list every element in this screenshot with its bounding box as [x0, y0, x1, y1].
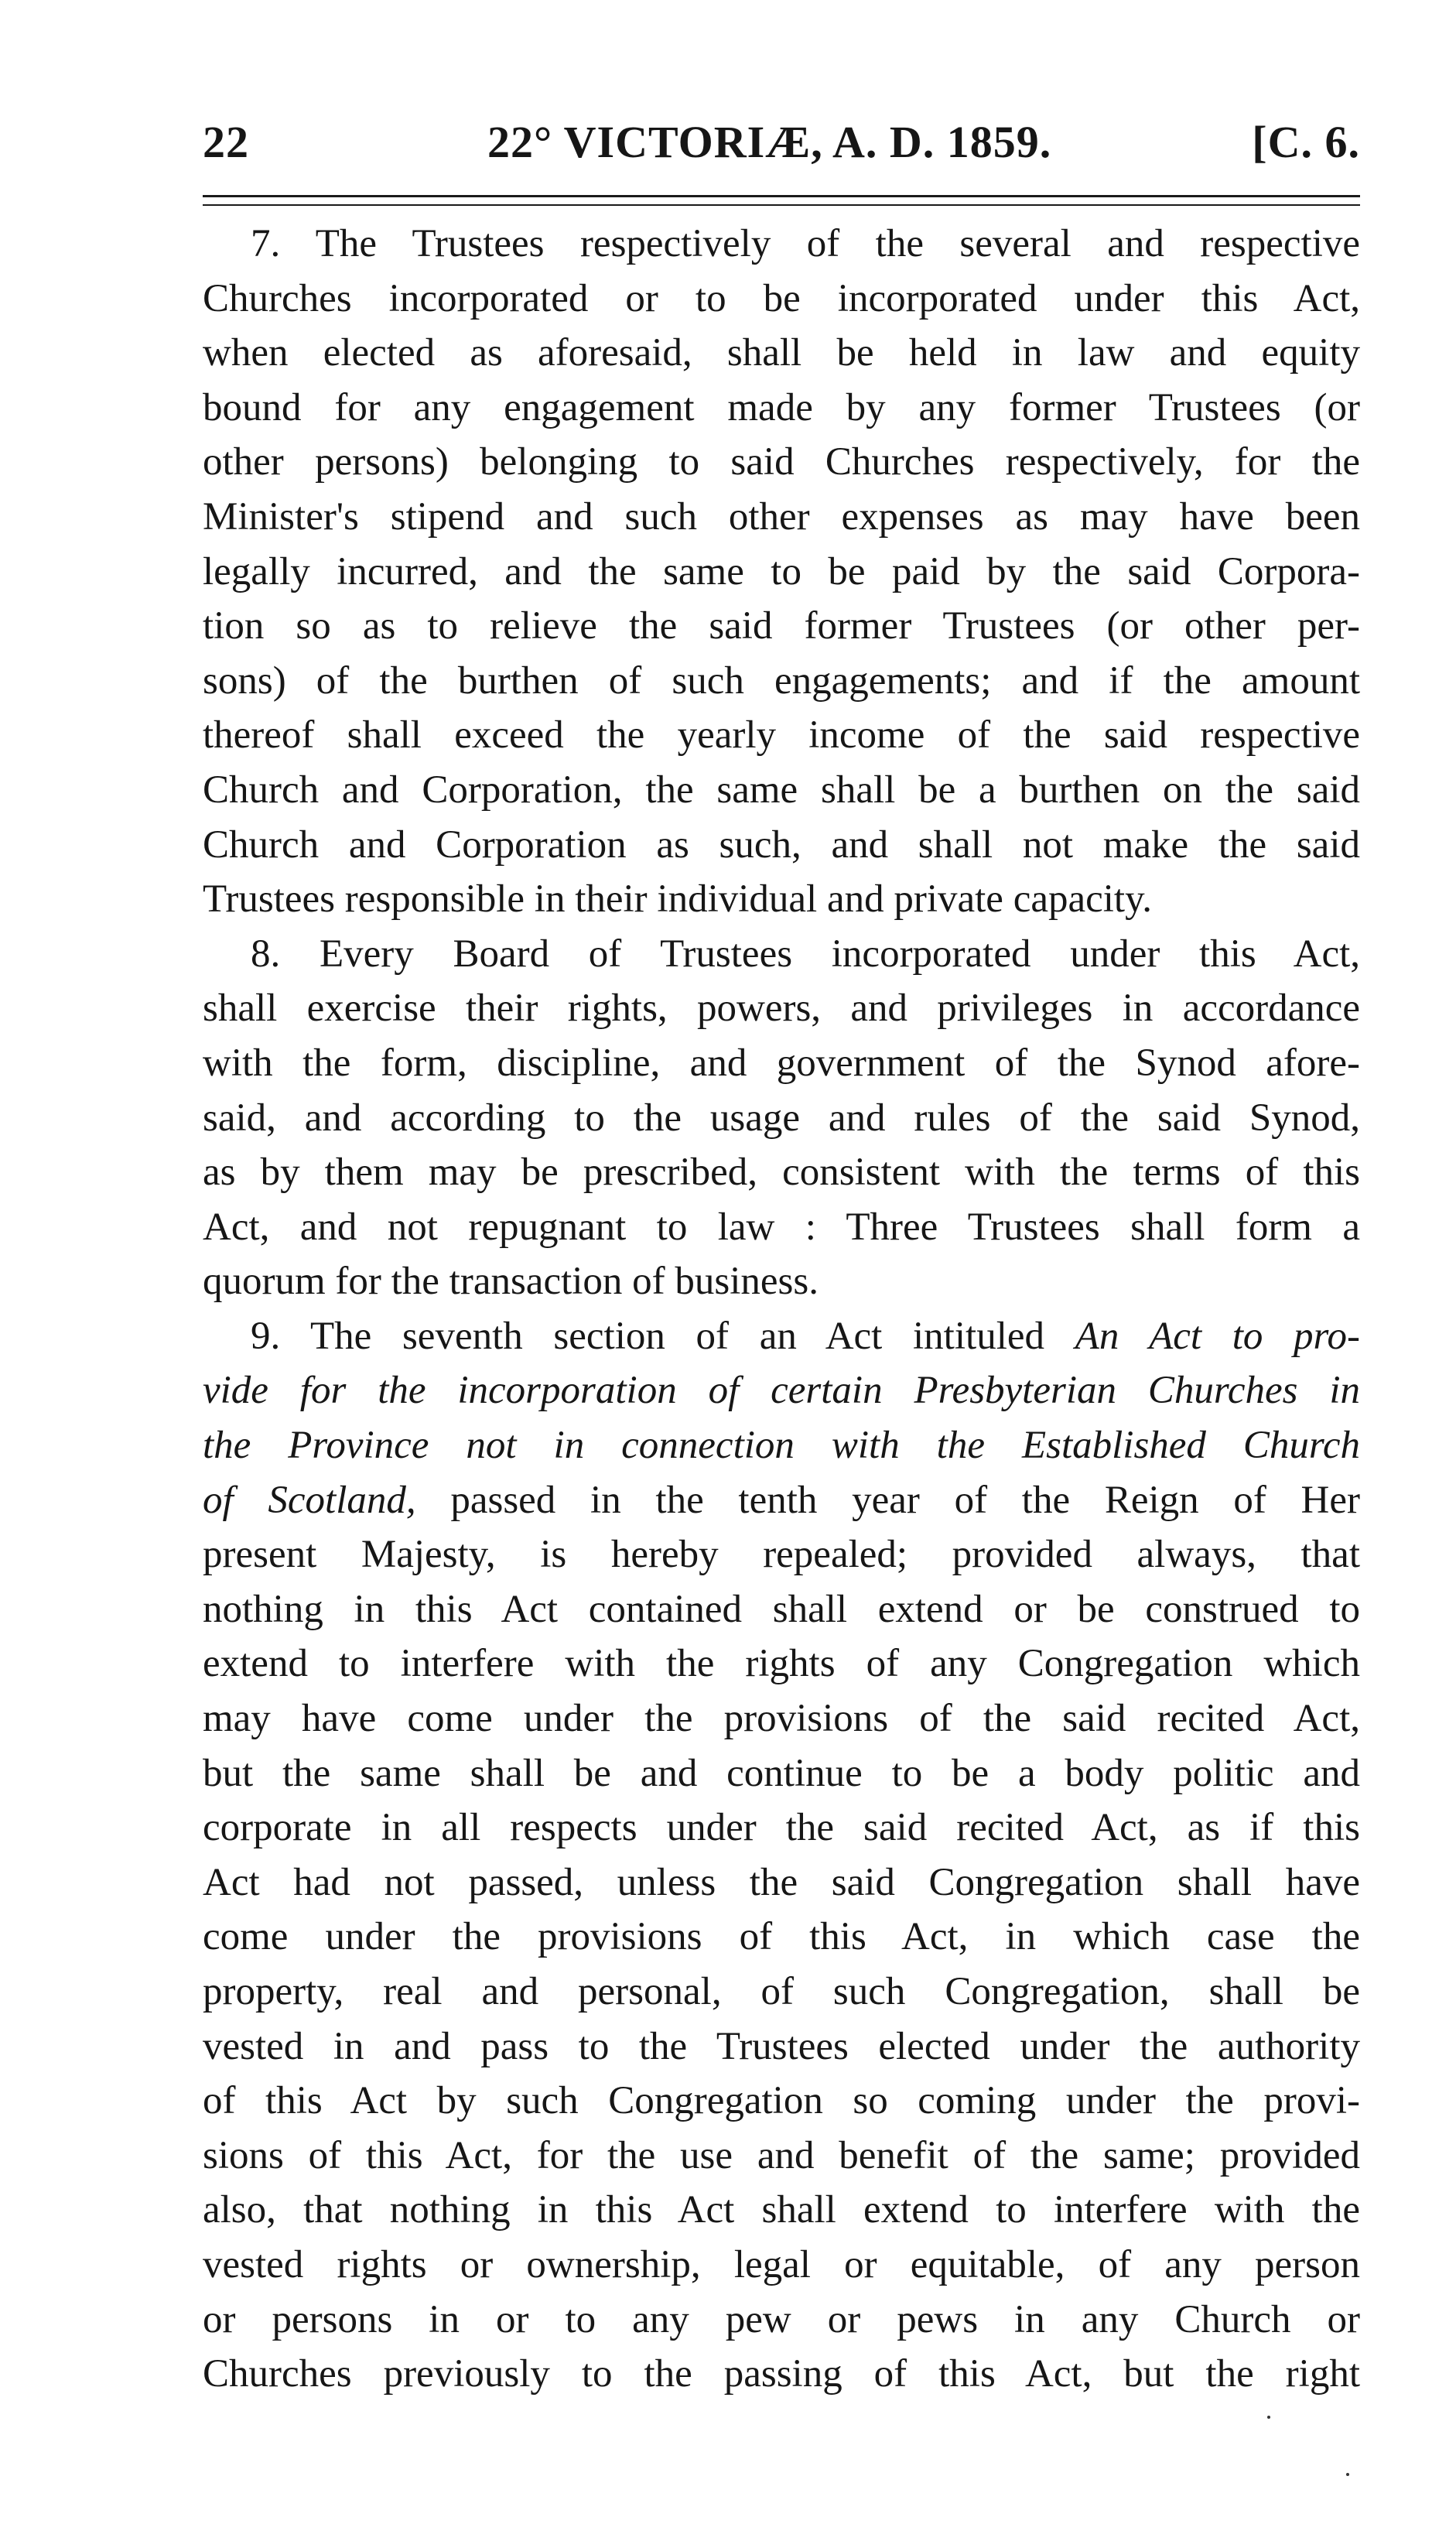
text-line — [203, 217, 1360, 272]
running-head — [203, 116, 1360, 178]
text-segment: Churches previously to the passing of this Act, but the right — [203, 2352, 1360, 2396]
text-line — [203, 872, 1360, 927]
text-line — [203, 599, 1360, 654]
text-segment: Act had not passed, unless the said Congregation shall have — [203, 1860, 1360, 1904]
text-segment: as by them may be prescribed, consistent with the terms of this — [203, 1151, 1360, 1195]
text-segment: nothing in this Act contained shall extend or be construed to — [203, 1587, 1360, 1631]
italic-title-segment: An Act to pro- — [1075, 1314, 1360, 1358]
text-line — [203, 381, 1360, 436]
text-segment: present Majesty, is hereby repealed; provided always, that — [203, 1533, 1360, 1577]
text-segment: with the form, discipline, and government of the Synod afore- — [203, 1041, 1360, 1085]
text-segment: may have come under the provisions of the said recited Act, — [203, 1697, 1360, 1741]
text-line — [203, 1965, 1360, 2019]
text-segment: 8. Every Board of Trustees incorporated under this Act, — [251, 932, 1360, 976]
text-segment: bound for any engagement made by any former Trustees (or — [203, 385, 1360, 429]
text-segment: vested rights or ownership, legal or equitable, of any person — [203, 2242, 1360, 2286]
text-segment: extend to interfere with the rights of any Congregation which — [203, 1642, 1360, 1686]
text-segment: 7. The Trustees respectively of the several and respective — [251, 222, 1360, 265]
text-line — [203, 2183, 1360, 2238]
print-speck — [1346, 2473, 1349, 2476]
text-line — [203, 1145, 1360, 1200]
text-segment: corporate in all respects under the said recited Act, as if this — [203, 1806, 1360, 1850]
italic-title-segment: of Scotland, — [203, 1478, 416, 1522]
text-line — [203, 2129, 1360, 2184]
text-line — [203, 1691, 1360, 1746]
text-line — [203, 1910, 1360, 1965]
text-segment: passed in the tenth year of the Reign of Her — [415, 1478, 1360, 1522]
text-line — [203, 1527, 1360, 1582]
statute-text — [203, 217, 1360, 2402]
text-line — [203, 326, 1360, 381]
text-line — [203, 2293, 1360, 2348]
text-line — [203, 708, 1360, 763]
text-segment: said, and according to the usage and rules of the said Synod, — [203, 1096, 1360, 1140]
text-segment: Act, and not repugnant to law : Three Trustees shall form a — [203, 1205, 1360, 1249]
text-segment: Church and Corporation as such, and shall not make the said — [203, 822, 1360, 867]
text-line — [203, 1636, 1360, 1691]
text-line — [203, 272, 1360, 327]
text-line — [203, 1309, 1360, 1364]
print-speck — [1267, 2416, 1270, 2419]
text-segment: of this Act by such Congregation so coming under the provi- — [203, 2079, 1360, 2123]
text-segment: 9. The seventh section of an Act intituled — [251, 1314, 1075, 1358]
text-line — [203, 1746, 1360, 1801]
text-segment: Churches incorporated or to be incorporated under this Act, — [203, 276, 1360, 320]
text-segment: quorum for the transaction of business. — [203, 1260, 819, 1304]
text-segment: sons) of the burthen of such engagements; and if the amount — [203, 658, 1360, 703]
text-segment: legally incurred, and the same to be paid by the said Corpora- — [203, 549, 1360, 593]
text-segment: when elected as aforesaid, shall be held in law and equity — [203, 331, 1360, 375]
text-line — [203, 654, 1360, 709]
text-line — [203, 490, 1360, 545]
text-line — [203, 2347, 1360, 2402]
text-segment: sions of this Act, for the use and benefit of the same; provided — [203, 2133, 1360, 2177]
text-segment: Trustees responsible in their individual and private capacity. — [203, 877, 1153, 922]
text-line — [203, 1254, 1360, 1309]
text-line — [203, 1855, 1360, 1910]
text-line — [203, 981, 1360, 1036]
text-segment: other persons) belonging to said Churches respectively, for the — [203, 440, 1360, 484]
text-line — [203, 1363, 1360, 1418]
text-line — [203, 1582, 1360, 1637]
italic-title-segment: vide for the incorporation of certain Presbyterian Churches in — [203, 1369, 1360, 1413]
text-line — [203, 927, 1360, 982]
text-line — [203, 818, 1360, 873]
text-segment: Church and Corporation, the same shall be a burthen on the said — [203, 768, 1360, 812]
text-segment: thereof shall exceed the yearly income of the said respective — [203, 713, 1360, 758]
header-rule-top — [203, 195, 1360, 197]
text-segment: also, that nothing in this Act shall extend to interfere with the — [203, 2188, 1360, 2232]
text-line — [203, 545, 1360, 600]
text-segment: property, real and personal, of such Congregation, shall be — [203, 1970, 1360, 2013]
text-line — [203, 1091, 1360, 1146]
header-rule-bottom — [203, 204, 1360, 206]
text-line — [203, 435, 1360, 490]
text-line — [203, 1801, 1360, 1855]
text-segment: shall exercise their rights, powers, and privileges in accordance — [203, 987, 1360, 1031]
page-number: 22 — [203, 117, 249, 167]
text-segment: vested in and pass to the Trustees elected under the authority — [203, 2024, 1360, 2068]
running-title: 22° VICTORIÆ, A. D. 1859. — [487, 117, 1052, 167]
italic-title-segment: the Province not in connection with the Established Church — [203, 1424, 1360, 1468]
text-segment: or persons in or to any pew or pews in any Church or — [203, 2297, 1360, 2341]
text-line — [203, 1036, 1360, 1091]
text-segment: tion so as to relieve the said former Trustees (or other per- — [203, 604, 1360, 648]
text-line — [203, 2074, 1360, 2129]
text-segment: Minister's stipend and such other expenses as may have been — [203, 494, 1360, 539]
chapter-reference: [C. 6. — [1252, 117, 1360, 167]
text-segment: come under the provisions of this Act, in which case the — [203, 1915, 1360, 1959]
text-line — [203, 1473, 1360, 1528]
text-line — [203, 2019, 1360, 2074]
text-line — [203, 763, 1360, 818]
text-line — [203, 2238, 1360, 2293]
text-line — [203, 1418, 1360, 1473]
text-segment: but the same shall be and continue to be a body politic and — [203, 1751, 1360, 1795]
text-line — [203, 1200, 1360, 1255]
